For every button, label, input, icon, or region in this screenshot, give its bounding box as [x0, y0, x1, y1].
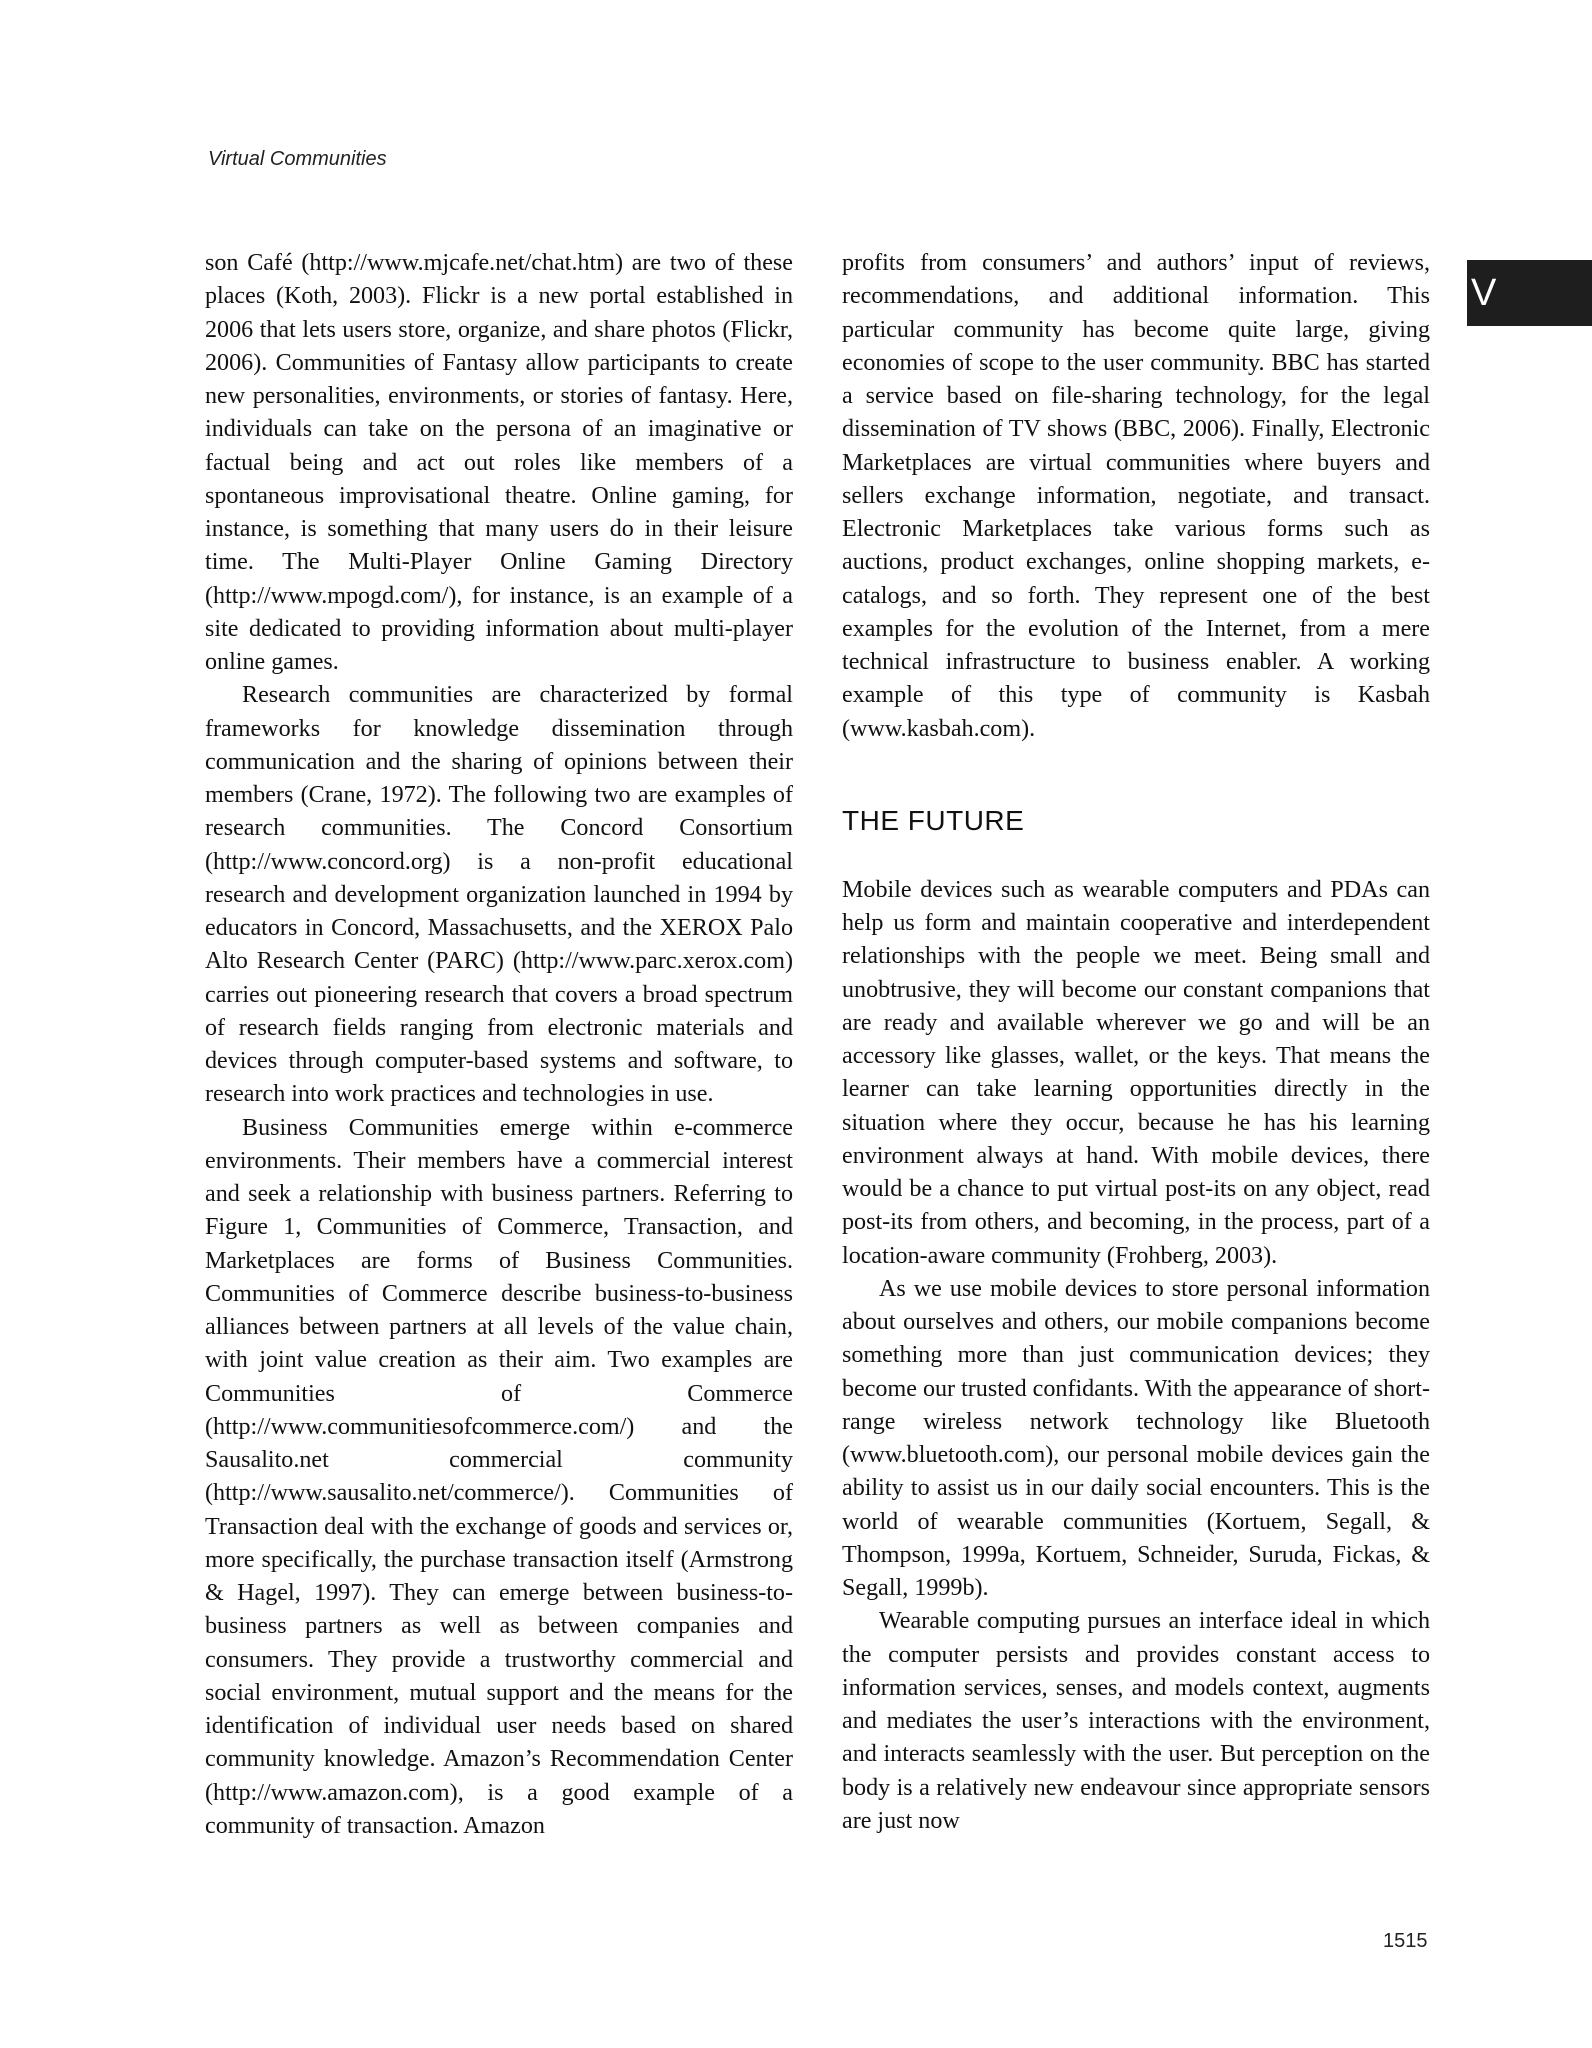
left-column [205, 247, 793, 1843]
paragraph: son Café (http://www.mjcafe.net/chat.htm) are two of these places (Koth, 2003). Flickr is a new portal established in 2006 that lets users store, organize, and share photos (Flickr, 2006). Communities of Fantasy allow participants to create new personalities, environments, or stories of fantasy. Here, individuals can take on the persona of an imaginative or factual being and act out roles like members of a spontaneous improvisational theatre. Online gaming, for instance, is something that many users do in their leisure time. The Multi-Player Online Gaming Directory (http://www.mpogd.com/), for instance, is an example of a site dedicated to providing information about multi-player online games. [205, 250, 793, 675]
paragraph: As we use mobile devices to store personal information about ourselves and others, our mobile companions become something more than just communication devices; they become our trusted confidants. With the appearance of short-range wireless network technology like Bluetooth (www.bluetooth.com), our personal mobile devices gain the ability to assist us in our daily social encounters. This is the world of wearable communities (Kortuem, Segall, & Thompson, 1999a, Kortuem, Schneider, Suruda, Fickas, & Segall, 1999b). [842, 1275, 1431, 1601]
right-column [842, 247, 1430, 1838]
running-head: Virtual Communities [208, 148, 387, 170]
paragraph: Research communities are characterized by formal frameworks for knowledge dissemination through communication and the sharing of opinions between their members (Crane, 1972). The following two are examples of research communities. The Concord Consortium (http://www.concord.org) is a non-profit educational research and development organization launched in 1994 by educators in Concord, Massachusetts, and the XEROX Palo Alto Research Center (PARC) (http://www.parc.xerox.com) carries out pioneering research that covers a broad spectrum of research fields ranging from electronic materials and devices through computer-based systems and software, to research into work practices and technologies in use. [205, 682, 793, 1108]
paragraph: Mobile devices such as wearable computers and PDAs can help us form and maintain cooperative and interdependent relationships with the people we meet. Being small and unobtrusive, they will become our constant companions that are ready and available wherever we go and will be an accessory like glasses, wallet, or the keys. That means the learner can take learning opportunities directly in the situation where they occur, because he has his learning environment always at hand. With mobile devices, there would be a chance to put virtual post-its on any object, read post-its from others, and becoming, in the process, part of a location-aware community (Frohberg, 2003). [842, 876, 1430, 1269]
section-heading: THE FUTURE [842, 804, 1025, 836]
paragraph: profits from consumers’ and authors’ input of reviews, recommendations, and additional information. This particular community has become quite large, giving economies of scope to the user community. BBC has started a service based on file-sharing technology, for the legal dissemination of TV shows (BBC, 2006). Finally, Electronic Marketplaces are virtual communities where buyers and sellers exchange information, negotiate, and transact. Electronic Marketplaces take various forms such as auctions, product exchanges, online shopping markets, e-catalogs, and so forth. They represent one of the best examples for the evolution of the Internet, from a mere technical infrastructure to business enabler. A working example of this type of community is Kasbah (www.kasbah.com). [842, 250, 1430, 742]
paragraph: Wearable computing pursues an interface ideal in which the computer persists and provides constant access to information services, senses, and models context, augments and mediates the user’s interactions with the environment, and interacts seamlessly with the user. But perception on the body is a relatively new endeavour since appropriate sensors are just now [842, 1608, 1430, 1834]
paragraph: Business Communities emerge within e-commerce environments. Their members have a commercial interest and seek a relationship with business partners. Referring to Figure 1, Communities of Commerce, Transaction, and Marketplaces are forms of Business Communities. Communities of Commerce describe business-to-business alliances between partners at all levels of the value chain, with joint value creation as their aim. Two examples are Communities of Commerce (http://www.communitiesofcommerce.com/) and the Sausalito.net commercial community (http://www.sausalito.net/commerce/). Communities of Transaction deal with the exchange of goods and services or, more specifically, the purchase transaction itself (Armstrong & Hagel, 1997). They can emerge between business-to-business partners as well as between companies and consumers. They provide a trustworthy commercial and social environment, mutual support and the means for the identification of individual user needs based on shared community knowledge. Amazon’s Recommendation Center (http://www.amazon.com), is a good example of a community of transaction. Amazon [205, 1114, 793, 1839]
page-number: 1515 [1383, 1930, 1428, 1952]
section-tab: V [1467, 260, 1592, 326]
